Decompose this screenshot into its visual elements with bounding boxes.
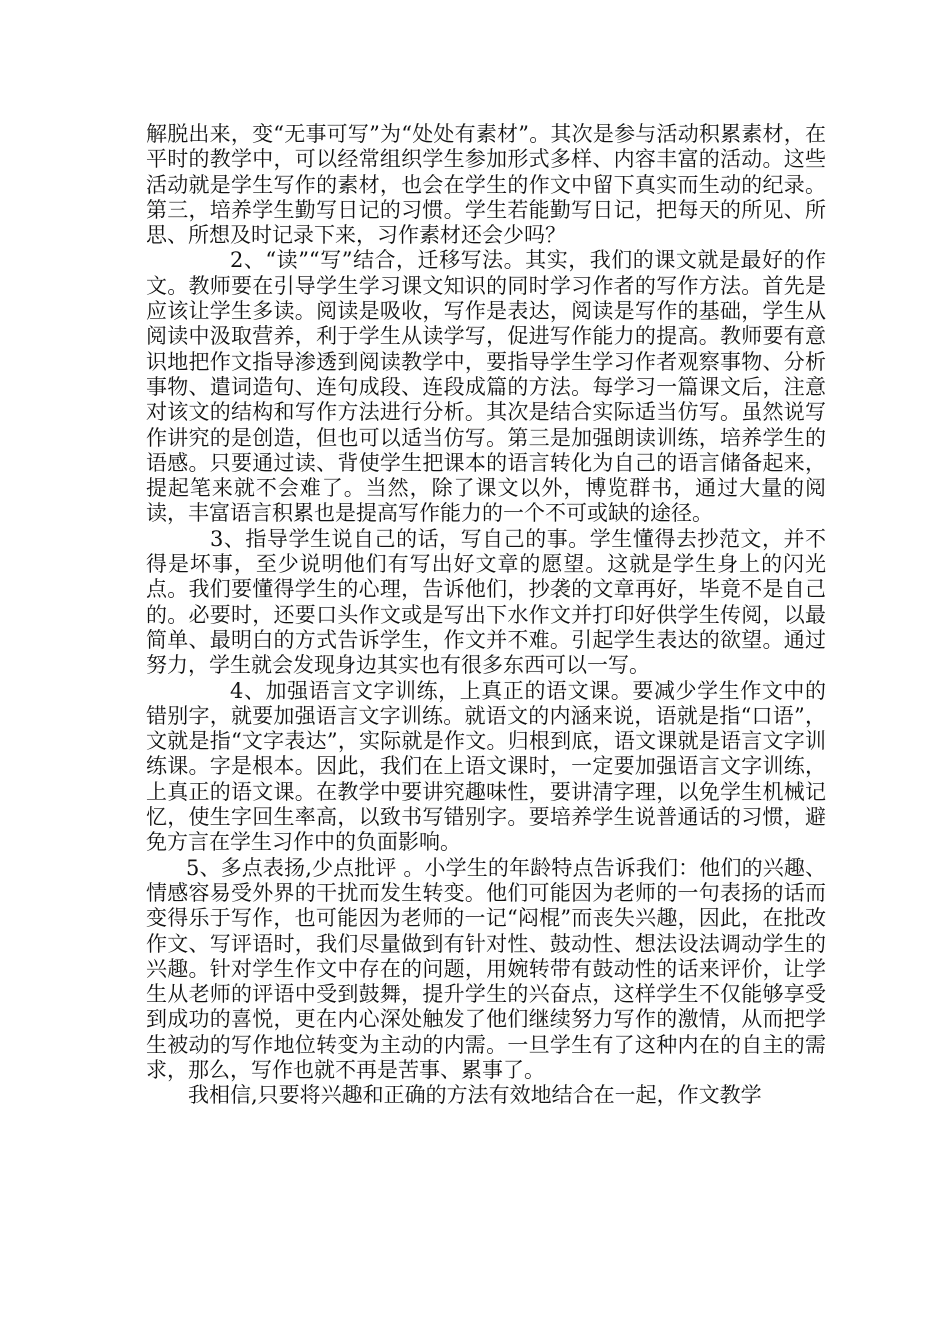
document-page — [146, 122, 826, 1109]
paragraph-point-4: 4、加强语言文字训练，上真正的语文课。要减少学生作文中的错别字，就要加强语言文字训练。就语文的内涵来说，语就是指“口语”，文就是指“文字表达”，实际就是作文。归根到底，语文课就是语言文字训练课。字是根本。因此，我们在上语文课时，一定要加强语言文字训练，上真正的语文课。在教学中要讲究趣味性，要讲清字理，以免学生机械记忆，使生字回生率高，以致书写错别字。要培养学生说普通话的习惯，避免方言在学生习作中的负面影响。 — [146, 678, 826, 855]
paragraph-continued: 解脱出来，变“无事可写”为“处处有素材”。其次是参与活动积累素材，在平时的教学中，可以经常组织学生参加形式多样、内容丰富的活动。这些活动就是学生写作的素材，也会在学生的作文中留下真实而生动的纪录。第三，培养学生勤写日记的习惯。学生若能勤写日记，把每天的所见、所思、所想及时记录下来，习作素材还会少吗？ — [146, 122, 826, 248]
paragraph-point-2: 2、“读”“写”结合，迁移写法。其实，我们的课文就是最好的作文。教师要在引导学生学习课文知识的同时学习作者的写作方法。首先是应该让学生多读。阅读是吸收，写作是表达，阅读是写作的基础，学生从阅读中汲取营养，利于学生从读学写，促进写作能力的提高。教师要有意识地把作文指导渗透到阅读教学中，要指导学生学习作者观察事物、分析事物、遣词造句、连句成段、连段成篇的方法。每学习一篇课文后，注意对该文的结构和写作方法进行分析。其次是结合实际适当仿写。虽然说写作讲究的是创造，但也可以适当仿写。第三是加强朗读训练，培养学生的语感。只要通过读、背使学生把课本的语言转化为自己的语言储备起来，提起笔来就不会难了。当然，除了课文以外，博览群书，通过大量的阅读，丰富语言积累也是提高写作能力的一个不可或缺的途径。 — [146, 248, 826, 526]
paragraph-point-5: 5、多点表扬,少点批评 。小学生的年龄特点告诉我们：他们的兴趣、情感容易受外界的干扰而发生转变。他们可能因为老师的一句表扬的话而变得乐于写作，也可能因为老师的一记“闷棍”而丧失兴趣，因此，在批改作文、写评语时，我们尽量做到有针对性、鼓动性、想法设法调动学生的兴趣。针对学生作文中存在的问题，用婉转带有鼓动性的话来评价，让学生从老师的评语中受到鼓舞，提升学生的兴奋点，这样学生不仅能够享受到成功的喜悦，更在内心深处触发了他们继续努力写作的激情，从而把学生被动的写作地位转变为主动的内需。一旦学生有了这种内在的自主的需求，那么，写作也就不再是苦事、累事了。 — [146, 855, 826, 1082]
paragraph-point-3: 3、指导学生说自己的话，写自己的事。学生懂得去抄范文，并不得是坏事，至少说明他们有写出好文章的愿望。这就是学生身上的闪光点。我们要懂得学生的心理，告诉他们，抄袭的文章再好，毕竟不是自己的。必要时，还要口头作文或是写出下水作文并打印好供学生传阅，以最简单、最明白的方式告诉学生，作文并不难。引起学生表达的欲望。通过努力，学生就会发现身边其实也有很多东西可以一写。 — [146, 526, 826, 678]
paragraph-conclusion: 我相信,只要将兴趣和正确的方法有效地结合在一起，作文教学 — [188, 1083, 762, 1108]
